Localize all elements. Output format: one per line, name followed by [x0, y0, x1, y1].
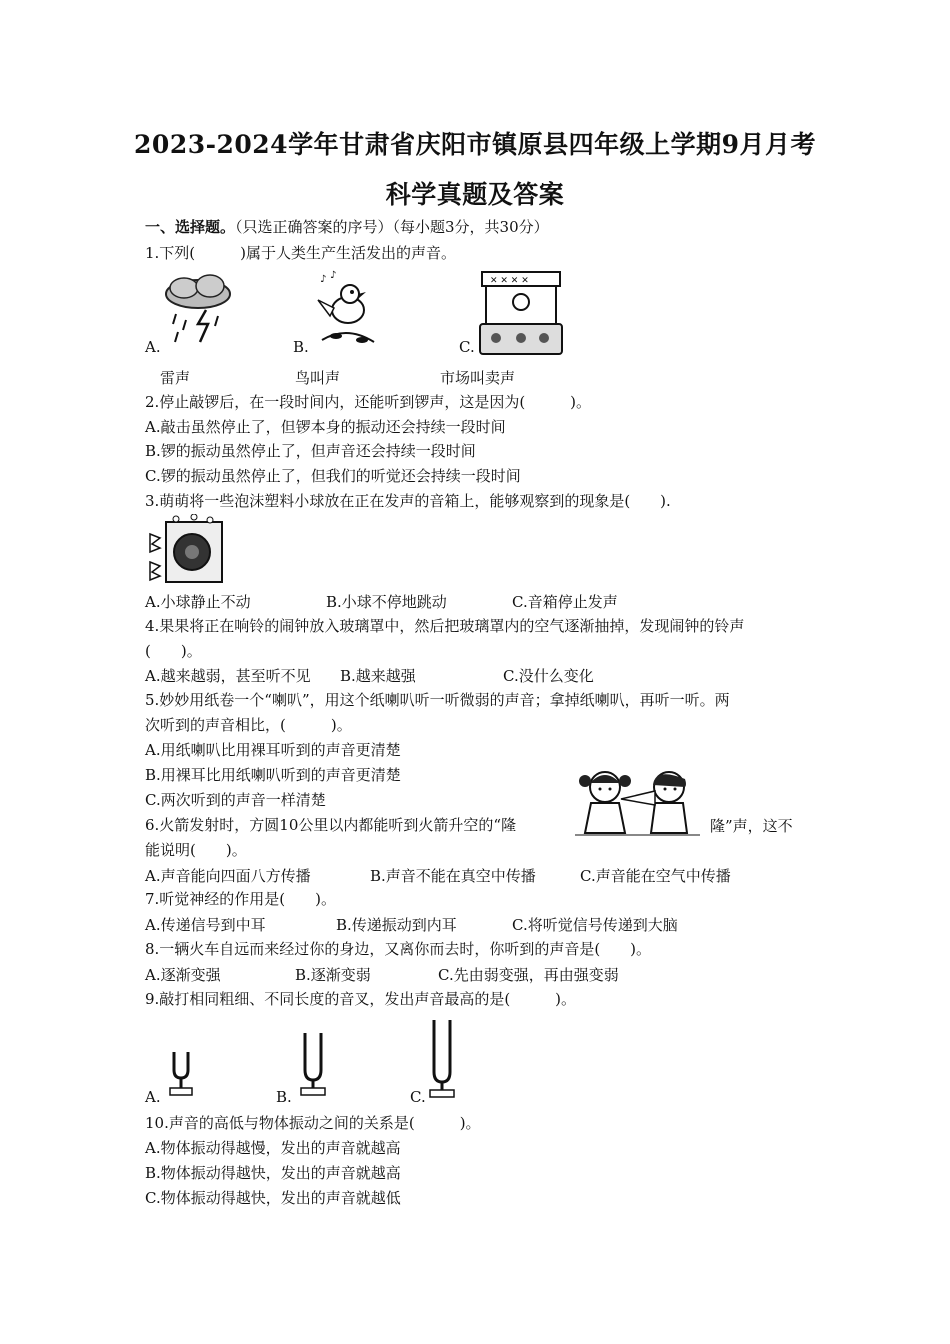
q10-option-b: B.物体振动得越快，发出的声音就越高 [145, 1164, 401, 1182]
q1-label-b: B. [293, 338, 309, 356]
section-title: 一、选择题。 [145, 218, 236, 236]
svg-text:♪: ♪ [330, 270, 337, 281]
q1-caption-a: 雷声 [160, 369, 191, 387]
q3-option-a: A.小球静止不动 [145, 593, 251, 611]
page-title-line2: 科学真题及答案 [385, 180, 565, 209]
q7-option-c: C.将听觉信号传递到大脑 [512, 916, 678, 934]
q9-label-b: B. [276, 1088, 292, 1106]
q5-stem-line1: 5.妙妙用纸卷一个“喇叭”，用这个纸喇叭听一听微弱的声音；拿掉纸喇叭，再听一听。两 [145, 691, 730, 709]
q6-option-b: B.声音不能在真空中传播 [370, 867, 536, 885]
q1-caption-b: 鸟叫声 [295, 369, 341, 387]
q8-option-b: B.逐渐变弱 [295, 966, 371, 984]
q10-stem: 10.声音的高低与物体振动之间的关系是( )。 [145, 1114, 481, 1132]
q1-stem: 1.下列( )属于人类生产生活发出的声音。 [145, 244, 457, 262]
q6-stem-line1b: 隆”声，这不 [710, 817, 793, 835]
q7-stem: 7.听觉神经的作用是( )。 [145, 890, 337, 908]
q9-label-a: A. [145, 1088, 161, 1106]
q3-option-b: B.小球不停地跳动 [326, 593, 447, 611]
section-heading [145, 217, 549, 237]
q4-stem-line1: 4.果果将正在响铃的闹钟放入玻璃罩中，然后把玻璃罩内的空气逐渐抽掉，发现闹钟的铃声 [145, 617, 745, 635]
q9-stem: 9.敲打相同粗细、不同长度的音叉，发出声音最高的是( )。 [145, 990, 577, 1008]
tuning-fork-long-image [425, 1018, 459, 1100]
q6-option-c: C.声音能在空气中传播 [580, 867, 731, 885]
q10-option-c: C.物体振动得越快，发出的声音就越低 [145, 1189, 401, 1207]
q2-option-b: B.锣的振动虽然停止了，但声音还会持续一段时间 [145, 442, 476, 460]
q8-stem: 8.一辆火车自远而来经过你的身边，又离你而去时，你听到的声音是( )。 [145, 940, 652, 958]
bird-image [312, 270, 382, 352]
q3-option-c: C.音箱停止发声 [512, 593, 618, 611]
q4-stem-line2: ( )。 [145, 642, 202, 660]
tuning-fork-short-image [166, 1048, 196, 1098]
q6-option-a: A.声音能向四面八方传播 [145, 867, 311, 885]
q1-label-c: C. [459, 338, 475, 356]
children-paper-horn-image [575, 765, 700, 840]
q1-label-a: A. [145, 338, 161, 356]
q6-stem-line2: 能说明( )。 [145, 841, 247, 859]
svg-text:✕ ✕ ✕ ✕: ✕ ✕ ✕ ✕ [490, 276, 529, 286]
q8-option-a: A.逐渐变强 [145, 966, 221, 984]
q4-option-c: C.没什么变化 [503, 667, 594, 685]
q2-option-c: C.锣的振动虽然停止了，但我们的听觉还会持续一段时间 [145, 467, 521, 485]
q6-stem-line1a: 6.火箭发射时，方圆10公里以内都能听到火箭升空的“隆 [145, 816, 517, 834]
market-stall-image [476, 268, 566, 358]
q7-option-a: A.传递信号到中耳 [145, 916, 266, 934]
q9-label-c: C. [410, 1088, 426, 1106]
q10-option-a: A.物体振动得越慢，发出的声音就越高 [145, 1139, 401, 1157]
tuning-fork-medium-image [296, 1030, 330, 1098]
q5-option-a: A.用纸喇叭比用裸耳听到的声音更清楚 [145, 741, 401, 759]
page-title-line1: 2023-2024学年甘肃省庆阳市镇原县四年级上学期9月月考 [134, 130, 816, 159]
q5-option-b: B.用裸耳比用纸喇叭听到的声音更清楚 [145, 766, 401, 784]
q3-stem: 3.萌萌将一些泡沫塑料小球放在正在发声的音箱上，能够观察到的现象是( ). [145, 492, 671, 510]
q5-option-c: C.两次听到的声音一样清楚 [145, 791, 326, 809]
q2-stem: 2.停止敲锣后，在一段时间内，还能听到锣声，这是因为( )。 [145, 393, 592, 411]
q1-caption-c: 市场叫卖声 [440, 369, 516, 387]
q4-option-b: B.越来越强 [340, 667, 416, 685]
svg-text:♪: ♪ [320, 274, 327, 285]
q7-option-b: B.传递振动到内耳 [336, 916, 457, 934]
speaker-with-balls-image [146, 514, 228, 586]
thunder-cloud-image [158, 272, 238, 352]
q2-option-a: A.敲击虽然停止了，但锣本身的振动还会持续一段时间 [145, 418, 506, 436]
q5-stem-line2: 次听到的声音相比，( )。 [145, 716, 352, 734]
q8-option-c: C.先由弱变强，再由强变弱 [438, 966, 619, 984]
section-note: （只选正确答案的序号）（每小题3分，共30分） [235, 218, 549, 236]
q4-option-a: A.越来越弱，甚至听不见 [145, 667, 311, 685]
